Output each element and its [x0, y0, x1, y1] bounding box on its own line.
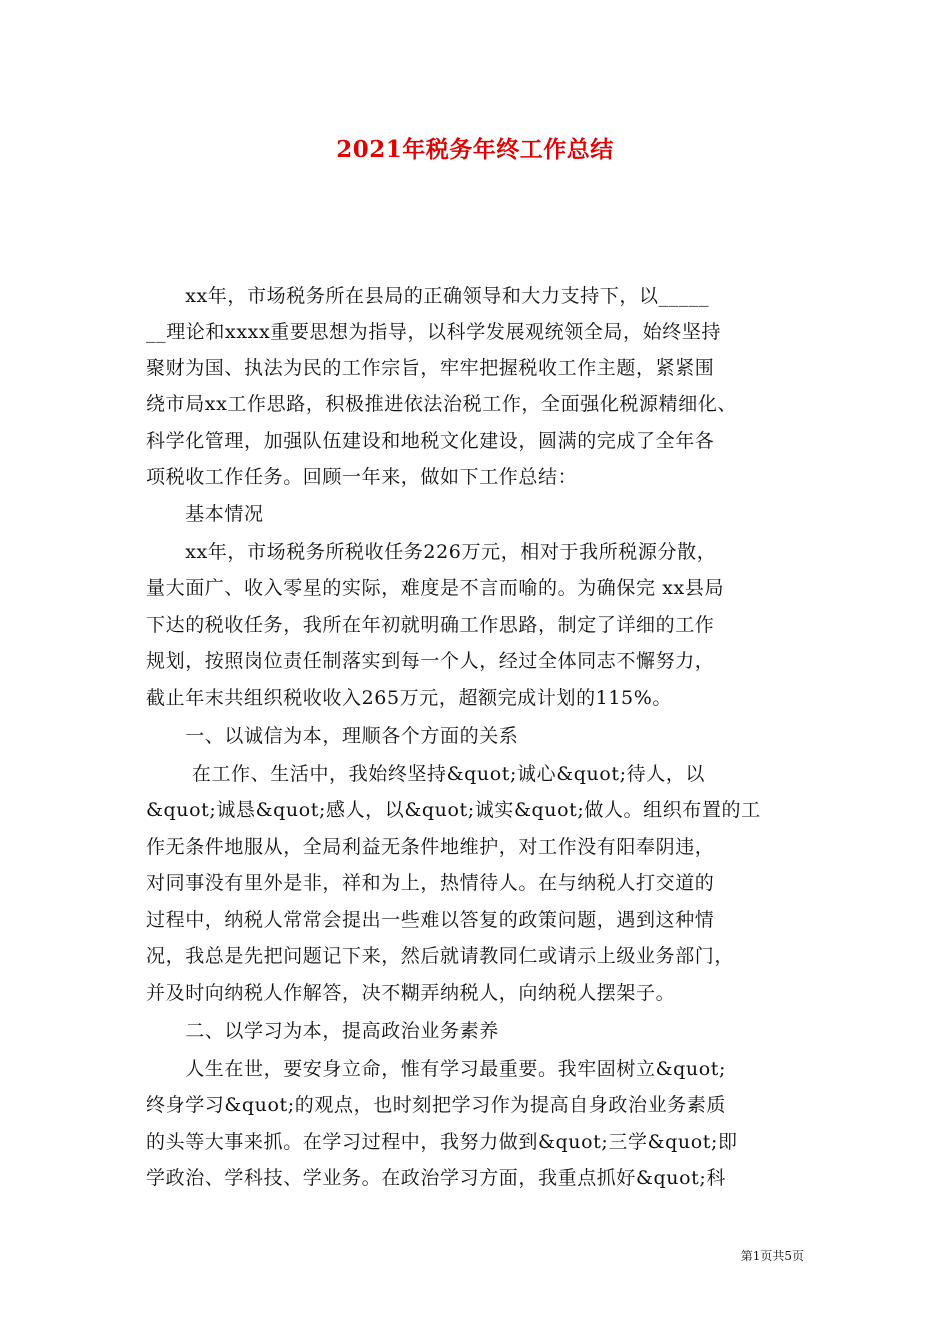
- body-line-19: 况，我总是先把问题记下来，然后就请教同仁或请示上级业务部门，: [146, 945, 735, 967]
- body-line-16: 作无条件地服从，全局利益无条件地维护，对工作没有阳奉阴违，: [146, 836, 715, 858]
- body-line-4: 绕市局xx工作思路，积极推进依法治税工作，全面强化税源精细化、: [146, 393, 738, 415]
- body-line-10: 下达的税收任务，我所在年初就明确工作思路，制定了详细的工作: [146, 614, 715, 636]
- section-heading-1: 一、以诚信为本，理顺各个方面的关系: [146, 725, 519, 747]
- section-heading-2: 二、以学习为本，提高政治业务素养: [146, 1020, 499, 1042]
- body-line-8: xx年，市场税务所税收任务226万元，相对于我所税源分散，: [146, 541, 717, 563]
- body-line-2: __理论和xxxx重要思想为指导，以科学发展观统领全局，始终坚持: [146, 321, 722, 343]
- body-line-14: 在工作、生活中，我始终坚持&quot;诚心&quot;待人，以: [146, 763, 706, 785]
- body-line-12: 截止年末共组织税收收入265万元，超额完成计划的115%。: [146, 687, 672, 709]
- body-line-6: 项税收工作任务。回顾一年来，做如下工作总结：: [146, 466, 578, 488]
- body-line-24: 的头等大事来抓。在学习过程中，我努力做到&quot;三学&quot;即: [146, 1131, 738, 1153]
- document-title: 2021年税务年终工作总结: [336, 136, 614, 163]
- page-indicator: 第1页共5页: [740, 1249, 804, 1263]
- body-line-3: 聚财为国、执法为民的工作宗旨，牢牢把握税收工作主题，紧紧围: [146, 357, 715, 379]
- body-line-22: 人生在世，要安身立命，惟有学习最重要。我牢固树立&quot;: [146, 1058, 726, 1080]
- body-line-11: 规划，按照岗位责任制落实到每一个人，经过全体同志不懈努力，: [146, 650, 715, 672]
- body-line-17: 对同事没有里外是非，祥和为上，热情待人。在与纳税人打交道的: [146, 872, 715, 894]
- body-line-25: 学政治、学科技、学业务。在政治学习方面，我重点抓好&quot;科: [146, 1167, 726, 1189]
- body-line-18: 过程中，纳税人常常会提出一些难以答复的政策问题，遇到这种情: [146, 909, 715, 931]
- section-heading-basic: 基本情况: [146, 503, 264, 525]
- body-line-1: xx年，市场税务所在县局的正确领导和大力支持下，以_____: [146, 285, 710, 307]
- body-line-9: 量大面广、收入零星的实际，难度是不言而喻的。为确保完 xx县局: [146, 577, 725, 599]
- body-line-5: 科学化管理，加强队伍建设和地税文化建设，圆满的完成了全年各: [146, 430, 715, 452]
- body-line-15: &quot;诚恳&quot;感人，以&quot;诚实&quot;做人。组织布置的工: [146, 799, 761, 821]
- body-line-23: 终身学习&quot;的观点，也时刻把学习作为提高自身政治业务素质: [146, 1094, 726, 1116]
- body-line-20: 并及时向纳税人作解答，决不糊弄纳税人，向纳税人摆架子。: [146, 982, 676, 1004]
